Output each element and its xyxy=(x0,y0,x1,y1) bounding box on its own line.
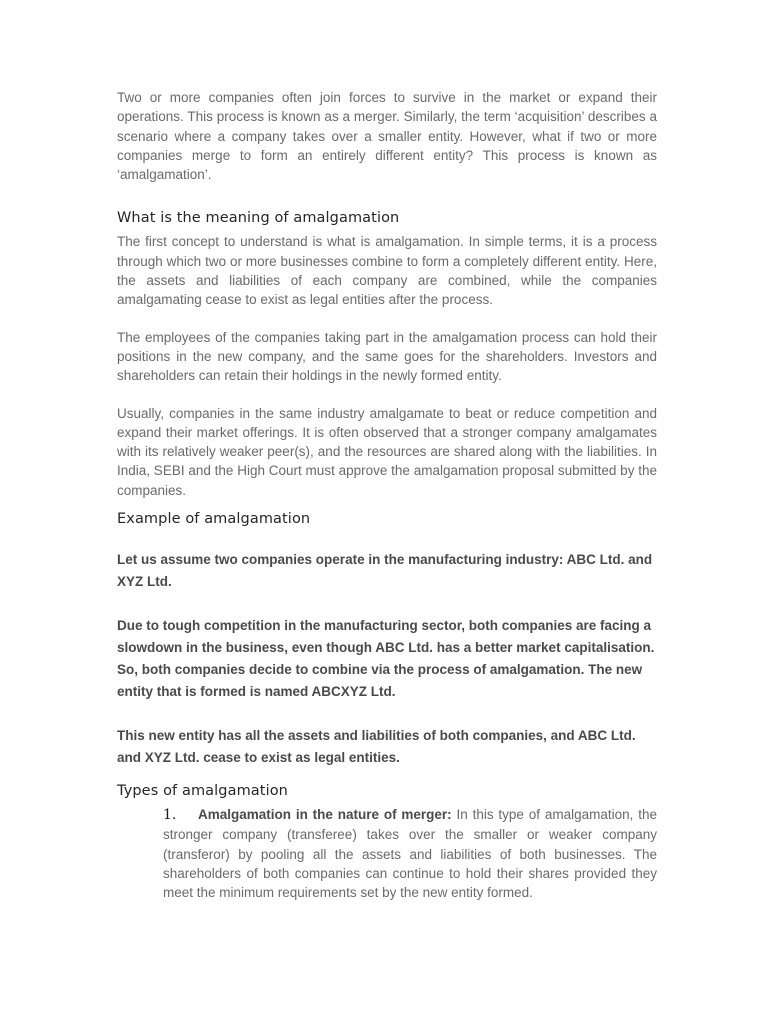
heading-types: Types of amalgamation xyxy=(117,783,288,800)
example-paragraph-2: Due to tough competition in the manufacturing sector, both companies are facing a slowdown in the business, even though ABC Ltd. has a better market capitalisation. So, both companies decide to combine via the process of amalgamation. The new entity that is formed is named ABCXYZ Ltd. xyxy=(117,618,655,700)
example-paragraph-1: Let us assume two companies operate in the manufacturing industry: ABC Ltd. and XYZ Ltd. xyxy=(117,552,653,590)
list-item-text: In this type of amalgamation, the stronger company (transferee) takes over the smaller or weaker company (transferor) by pooling all the assets and liabilities of both businesses. The shareholders of both companies can continue to hold their shares provided they meet the minimum requirements set by the new entity formed. xyxy=(163,807,657,901)
heading-example: Example of amalgamation xyxy=(117,511,311,528)
list-number: 1. xyxy=(163,807,177,824)
heading-meaning: What is the meaning of amalgamation xyxy=(117,210,400,227)
meaning-paragraph-1: The first concept to understand is what is amalgamation. In simple terms, it is a process through which two or more businesses combine to form a completely different entity. Here, the assets and liabilities of each company are combined, while the companies amalgamating cease to exist as legal entities after the process. xyxy=(117,234,657,308)
meaning-paragraph-2: The employees of the companies taking part in the amalgamation process can hold their positions in the new company, and the same goes for the shareholders. Investors and shareholders can retain their holdings in the newly formed entity. xyxy=(117,329,657,384)
intro-paragraph: Two or more companies often join forces to survive in the market or expand their operations. This process is known as a merger. Similarly, the term ‘acquisition’ describes a scenario where a company takes over a smaller entity. However, what if two or more companies merge to form an entirely different entity? This process is known as ‘amalgamation’. xyxy=(117,90,657,183)
document-page xyxy=(117,88,657,903)
list-item-lead: Amalgamation in the nature of merger: xyxy=(198,807,452,823)
example-paragraph-3: This new entity has all the assets and liabilities of both companies, and ABC Ltd. and XYZ Ltd. cease to exist as legal entities. xyxy=(117,728,636,766)
list-item xyxy=(163,805,657,902)
meaning-paragraph-3: Usually, companies in the same industry amalgamate to beat or reduce competition and expand their market offerings. It is often observed that a stronger company amalgamates with its relatively weaker peer(s), and the resources are shared along with the liabilities. In India, SEBI and the High Court must approve the amalgamation proposal submitted by the companies. xyxy=(117,405,657,498)
